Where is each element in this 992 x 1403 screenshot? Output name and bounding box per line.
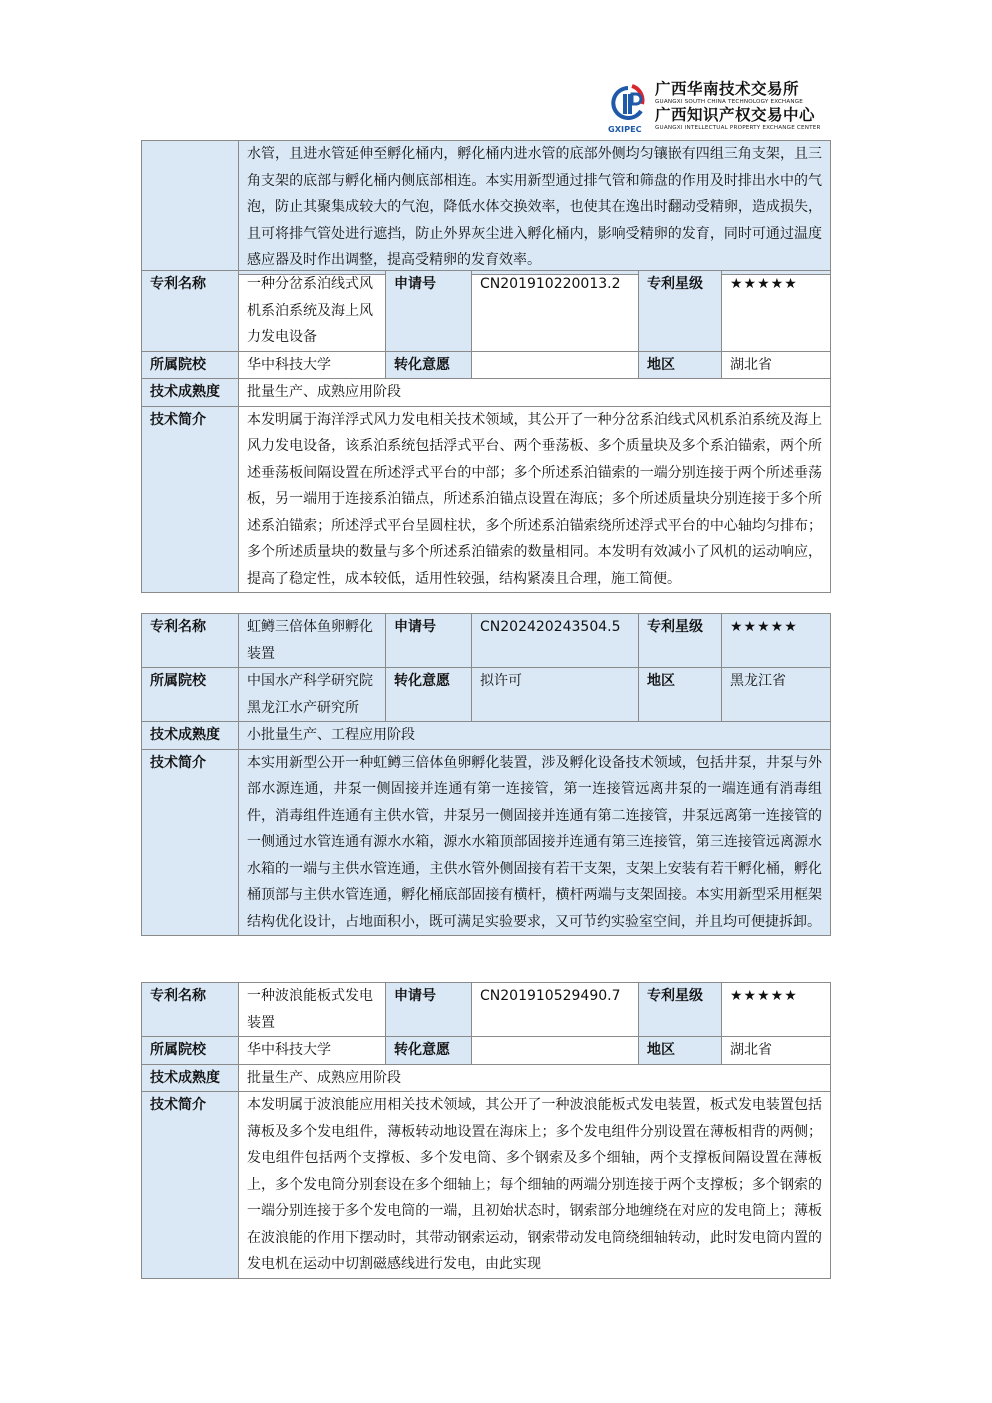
summary: 本发明属于波浪能应用相关技术领域，其公开了一种波浪能板式发电装置，板式发电装置包括薄板及多个发电组件，薄板转动地设置在海床上；多个发电组件分别设置在薄板相背的两侧；发电组件包括两个支撑板、多个发电筒、多个钢索及多个细轴，两个支撑板间隔设置在薄板上，多个发电筒分别套设在多个细轴上；每个细轴的两端分别连接于两个支撑板；多个钢索的一端分别连接于多个发电筒的一端，且初始状态时，钢索部分地缠绕在对应的发电筒上；薄板在波浪能的作用下摆动时，其带动钢索运动，钢索带动发电筒绕细轴转动，此时发电筒内置的发电机在运动中切割磁感线进行发电，由此实现	[239, 1092, 831, 1279]
star-rating: ★★★★★	[722, 614, 831, 668]
school: 华中科技大学	[239, 351, 386, 379]
label-maturity: 技术成熟度	[142, 1064, 239, 1092]
patent-school-row	[142, 668, 831, 722]
application-number: CN202420243504.5	[472, 614, 639, 668]
label-summary: 技术简介	[142, 1092, 239, 1279]
label-school: 所属院校	[142, 668, 239, 722]
label-maturity: 技术成熟度	[142, 379, 239, 407]
application-number: CN201910220013.2	[472, 271, 639, 352]
patent-summary-row	[142, 1092, 831, 1279]
label-intent: 转化意愿	[386, 351, 472, 379]
label-app-no: 申请号	[386, 614, 472, 668]
star-rating: ★★★★★	[722, 983, 831, 1037]
transfer-intent: 拟许可	[472, 668, 639, 722]
label-region: 地区	[639, 668, 722, 722]
maturity: 批量生产、成熟应用阶段	[239, 379, 831, 407]
label-summary: 技术简介	[142, 749, 239, 936]
label-name: 专利名称	[142, 614, 239, 668]
patent-summary-row	[142, 406, 831, 593]
empty-cell	[142, 141, 239, 275]
patent-maturity-row	[142, 379, 831, 407]
label-name: 专利名称	[142, 983, 239, 1037]
star-rating: ★★★★★	[722, 271, 831, 352]
continuation-row	[142, 141, 831, 275]
label-rating: 专利星级	[639, 614, 722, 668]
continuation-summary: 水管，且进水管延伸至孵化桶内，孵化桶内进水管的底部外侧均匀镶嵌有四组三角支架，且三角支架的底部与孵化桶内侧底部相连。本实用新型通过排气管和筛盘的作用及时排出水中的气泡，防止其聚集成较大的气泡，降低水体交换效率，也使其在逸出时翻动受精卵，造成损失，且可将排气管处进行遮挡，防止外界灰尘进入孵化桶内，影响受精卵的发育，同时可通过温度感应器及时作出调整，提高受精卵的发育效率。	[239, 141, 831, 275]
patent-card	[141, 982, 831, 1279]
gxipec-logo-icon	[607, 84, 649, 134]
label-app-no: 申请号	[386, 271, 472, 352]
org-name-secondary: 广西知识产权交易中心	[655, 106, 816, 124]
label-rating: 专利星级	[639, 983, 722, 1037]
logo-text: GXIPEC	[608, 124, 642, 134]
label-school: 所属院校	[142, 1037, 239, 1065]
summary: 本发明属于海洋浮式风力发电相关技术领域，其公开了一种分岔系泊线式风机系泊系统及海上风力发电设备，该系泊系统包括浮式平台、两个垂荡板、多个质量块及多个系泊锚索，两个所述垂荡板间隔设置在所述浮式平台的中部；多个所述系泊锚索的一端分别连接于两个所述垂荡板，另一端用于连接系泊锚点，所述系泊锚点设置在海底；多个所述质量块分别连接于多个所述系泊锚索；所述浮式平台呈圆柱状，多个所述系泊锚索绕所述浮式平台的中心轴均匀排布；多个所述质量块的数量与多个所述系泊锚索的数量相同。本发明有效减小了风机的运动响应，提高了稳定性，成本较低，适用性较强，结构紧凑且合理，施工简便。	[239, 406, 831, 593]
school: 华中科技大学	[239, 1037, 386, 1065]
patent-name: 虹鳟三倍体鱼卵孵化装置	[239, 614, 386, 668]
patent-name-row	[142, 983, 831, 1037]
patent-name-row	[142, 614, 831, 668]
maturity: 批量生产、成熟应用阶段	[239, 1064, 831, 1092]
label-name: 专利名称	[142, 271, 239, 352]
label-app-no: 申请号	[386, 983, 472, 1037]
maturity: 小批量生产、工程应用阶段	[239, 722, 831, 750]
patent-name: 一种分岔系泊线式风机系泊系统及海上风力发电设备	[239, 271, 386, 352]
patent-school-row	[142, 351, 831, 379]
patent-name-row	[142, 271, 831, 352]
transfer-intent	[472, 351, 639, 379]
patent-maturity-row	[142, 722, 831, 750]
region: 黑龙江省	[722, 668, 831, 722]
patent-school-row	[142, 1037, 831, 1065]
school: 中国水产科学研究院黑龙江水产研究所	[239, 668, 386, 722]
patent-card	[141, 270, 831, 593]
patent-card	[141, 613, 831, 936]
label-school: 所属院校	[142, 351, 239, 379]
header-logo	[607, 80, 822, 136]
patent-table-continuation	[141, 140, 831, 275]
patent-name: 一种波浪能板式发电装置	[239, 983, 386, 1037]
patent-summary-row	[142, 749, 831, 936]
region: 湖北省	[722, 1037, 831, 1065]
patent-maturity-row	[142, 1064, 831, 1092]
label-intent: 转化意愿	[386, 1037, 472, 1065]
summary: 本实用新型公开一种虹鳟三倍体鱼卵孵化装置，涉及孵化设备技术领域，包括井泵，井泵与外部水源连通，井泵一侧固接并连通有第一连接管，第一连接管远离井泵的一端连通有消毒组件，消毒组件连通有主供水管，井泵另一侧固接并连通有第二连接管，井泵远离第一连接管的一侧通过水管连通有源水水箱，源水水箱顶部固接并连通有第三连接管，第三连接管远离源水水箱的一端与主供水管连通，主供水管外侧固接有若干支架，支架上安装有若干孵化桶，孵化桶顶部与主供水管连通，孵化桶底部固接有横杆，横杆两端与支架固接。本实用新型采用框架结构优化设计，占地面积小，既可满足实验要求，又可节约实验室空间，并且均可便捷拆卸。	[239, 749, 831, 936]
org-name-primary: 广西华南技术交易所	[655, 80, 800, 98]
label-intent: 转化意愿	[386, 668, 472, 722]
org-name-primary-en: GUANGXI SOUTH CHINA TECHNOLOGY EXCHANGE	[655, 99, 804, 105]
label-region: 地区	[639, 1037, 722, 1065]
label-summary: 技术简介	[142, 406, 239, 593]
org-name-secondary-en: GUANGXI INTELLECTUAL PROPERTY EXCHANGE CENTER	[655, 125, 821, 131]
application-number: CN201910529490.7	[472, 983, 639, 1037]
transfer-intent	[472, 1037, 639, 1065]
label-rating: 专利星级	[639, 271, 722, 352]
region: 湖北省	[722, 351, 831, 379]
label-maturity: 技术成熟度	[142, 722, 239, 750]
label-region: 地区	[639, 351, 722, 379]
